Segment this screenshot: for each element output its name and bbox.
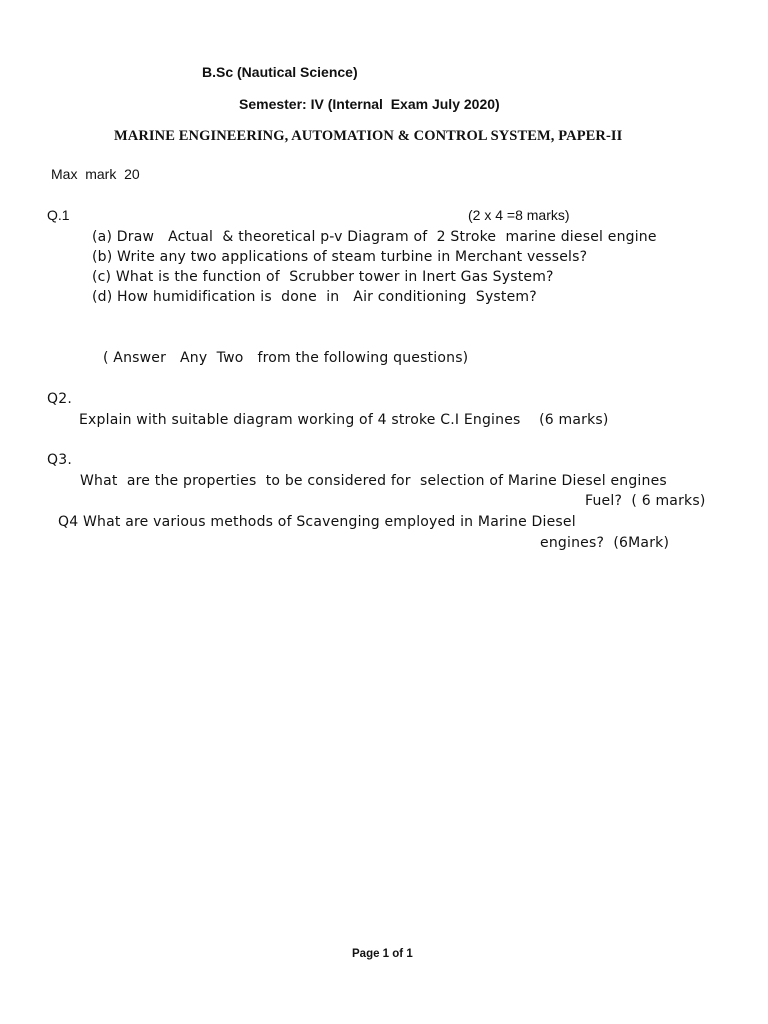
instruction-line: ( Answer Any Two from the following questions) [103,350,469,366]
program-title: B.Sc (Nautical Science) [202,64,358,80]
q1-label: Q.1 [47,207,70,223]
q1-part-c: (c) What is the function of Scrubber tower in Inert Gas System? [92,269,554,285]
q1-part-b: (b) Write any two applications of steam turbine in Merchant vessels? [92,249,588,265]
q3-text-line2: Fuel? ( 6 marks) [585,493,706,509]
semester-line: Semester: IV (Internal Exam July 2020) [239,96,500,112]
q4-text-line1: Q4 What are various methods of Scavenging employed in Marine Diesel [58,514,576,530]
q3-label: Q3. [47,452,72,468]
q3-text-line1: What are the properties to be considered for selection of Marine Diesel engines [80,473,667,489]
max-mark: Max mark 20 [51,166,140,182]
q1-part-d: (d) How humidification is done in Air conditioning System? [92,289,537,305]
page-number: Page 1 of 1 [352,948,413,960]
q2-text: Explain with suitable diagram working of 4 stroke C.I Engines (6 marks) [79,412,609,428]
paper-title: MARINE ENGINEERING, AUTOMATION & CONTROL SYSTEM, PAPER-II [114,128,623,144]
q4-text-line2: engines? (6Mark) [540,535,670,551]
q2-label: Q2. [47,391,72,407]
q1-part-a: (a) Draw Actual & theoretical p-v Diagram of 2 Stroke marine diesel engine [92,229,657,245]
q1-marks: (2 x 4 =8 marks) [468,207,570,223]
